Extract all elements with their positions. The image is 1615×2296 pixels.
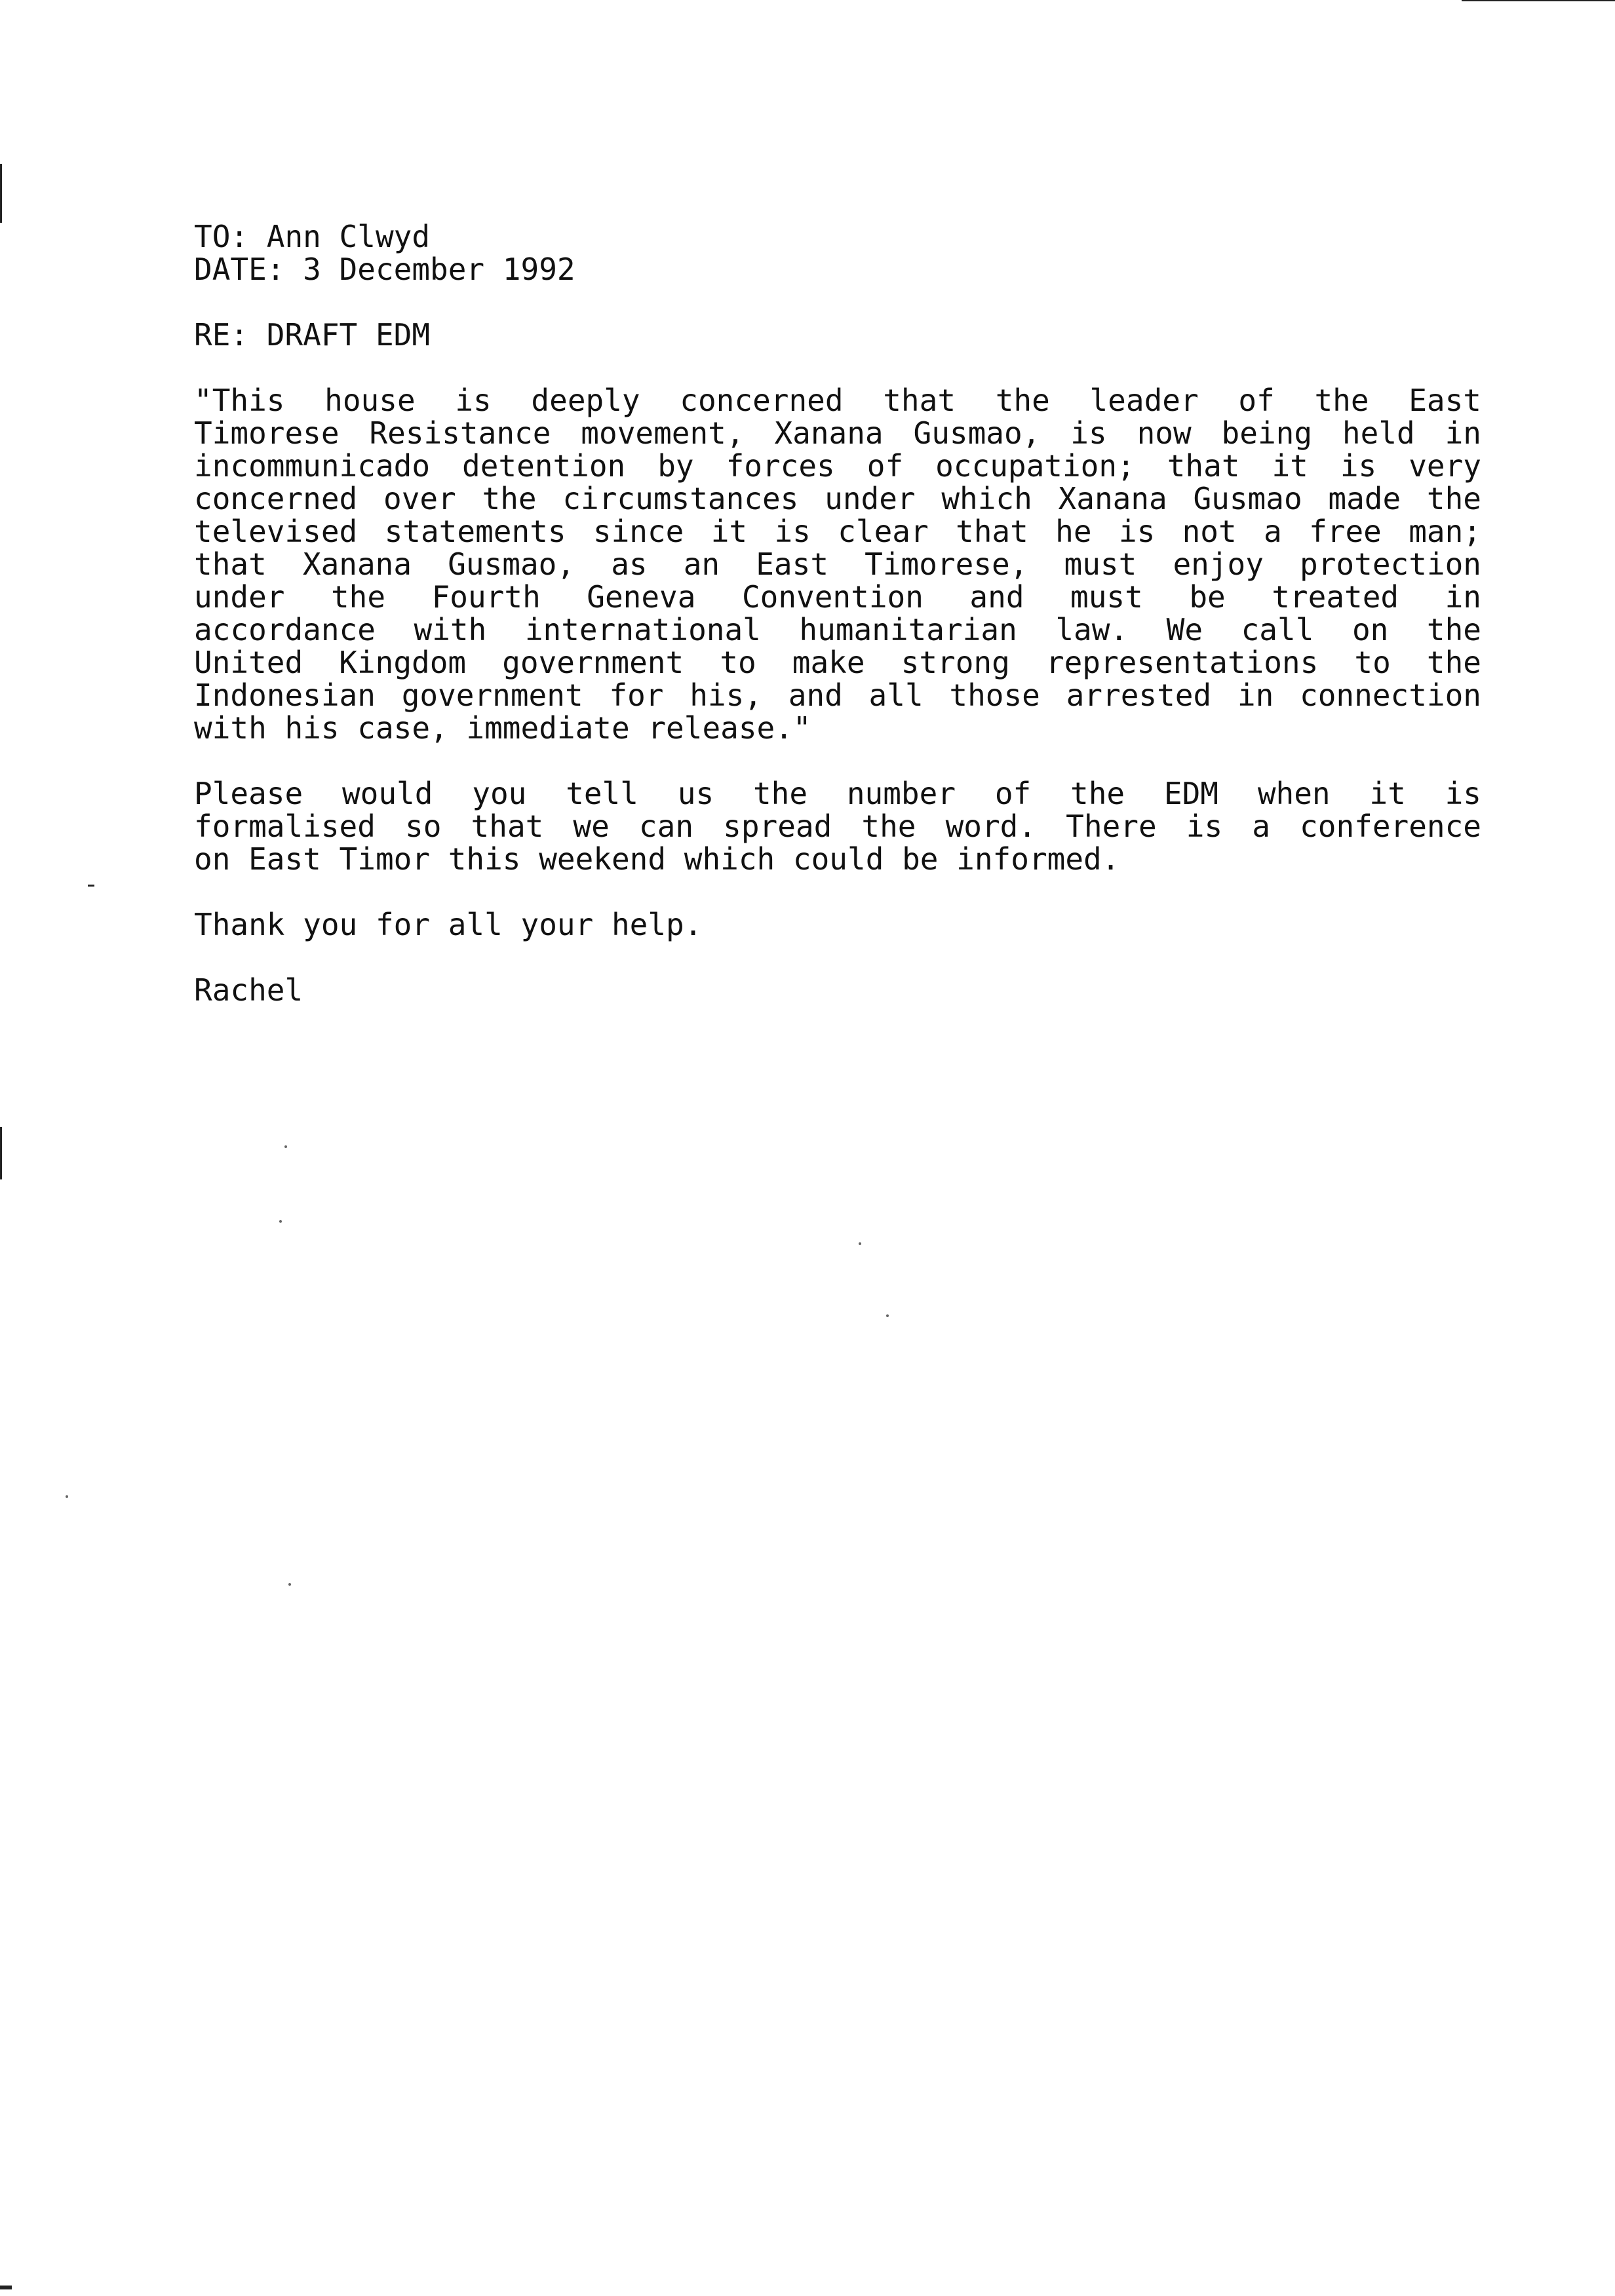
- motion-line: United Kingdom government to make strong representations to the: [194, 645, 1481, 680]
- scan-speck: [284, 1145, 287, 1148]
- request-line: formalised so that we can spread the word. There is a conference: [194, 809, 1481, 844]
- memo-date-line: DATE: 3 December 1992: [194, 252, 575, 287]
- thanks-line: Thank you for all your help.: [194, 907, 703, 942]
- motion-line: accordance with international humanitarian law. We call on the: [194, 612, 1481, 647]
- signature: Rachel: [194, 972, 303, 1008]
- memo-to-line: TO: Ann Clwyd: [194, 219, 431, 254]
- scan-speck: [886, 1314, 889, 1317]
- motion-line: under the Fourth Geneva Convention and must be treated in: [194, 579, 1481, 615]
- request-line: on East Timor this weekend which could be informed.: [194, 841, 1120, 877]
- scan-edge-mark-left-middle: [0, 1127, 2, 1179]
- scan-speck: [859, 1242, 861, 1245]
- spacer: [194, 941, 1481, 974]
- spacer: [194, 744, 1481, 777]
- scan-speck: [288, 1583, 291, 1586]
- motion-line: incommunicado detention by forces of occupation; that it is very: [194, 448, 1481, 484]
- scan-edge-mark-bottom-left: [0, 2286, 12, 2289]
- scan-edge-mark-top-right: [1462, 0, 1615, 1]
- motion-line: with his case, immediate release.": [194, 710, 811, 746]
- scan-speck: [66, 1495, 68, 1498]
- spacer: [194, 286, 1481, 318]
- scan-edge-mark-margin-dash: [88, 885, 94, 887]
- motion-line: televised statements since it is clear that he is not a free man;: [194, 514, 1481, 549]
- motion-line: Indonesian government for his, and all those arrested in connection: [194, 678, 1481, 713]
- motion-line: Timorese Resistance movement, Xanana Gusmao, is now being held in: [194, 415, 1481, 451]
- motion-line: "This house is deeply concerned that the leader of the East: [194, 383, 1481, 418]
- scan-edge-mark-left-upper: [0, 164, 2, 223]
- spacer: [194, 875, 1481, 908]
- request-line: Please would you tell us the number of the EDM when it is: [194, 776, 1481, 811]
- draft-motion-text: [194, 384, 1481, 744]
- request-paragraph: [194, 777, 1481, 875]
- memo-body: [194, 220, 1481, 1006]
- motion-line: that Xanana Gusmao, as an East Timorese, must enjoy protection: [194, 546, 1481, 582]
- memo-subject-line: RE: DRAFT EDM: [194, 317, 431, 353]
- scan-speck: [279, 1220, 282, 1223]
- spacer: [194, 351, 1481, 384]
- motion-line: concerned over the circumstances under which Xanana Gusmao made the: [194, 481, 1481, 516]
